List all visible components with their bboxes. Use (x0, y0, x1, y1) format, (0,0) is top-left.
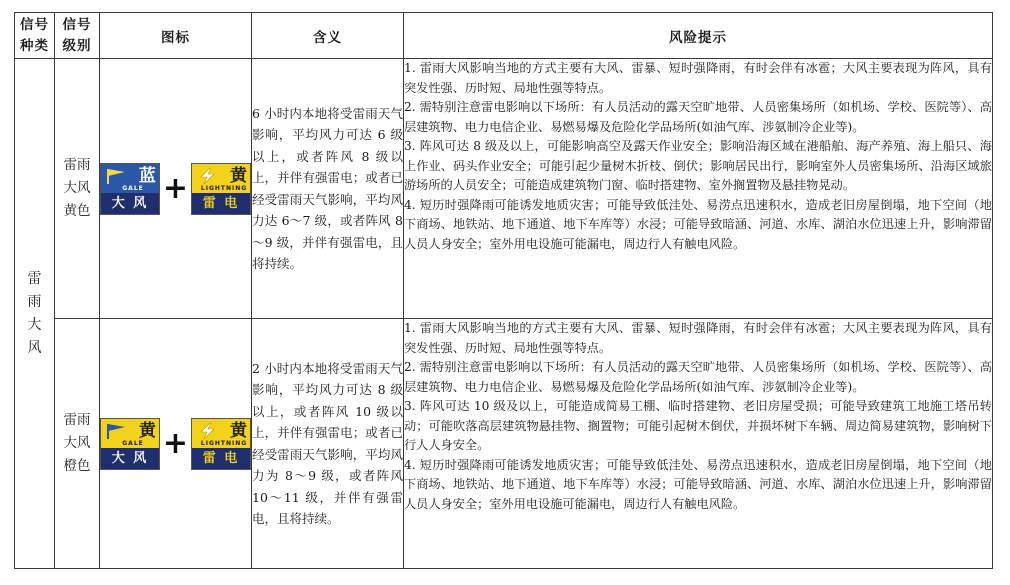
lightning-cn-label: 雷 电 (192, 448, 250, 469)
risk-item: 2. 需特别注意雷电影响以下场所：有人员活动的露天空旷地带、人员密集场所（如机场、学校、医院等）、高层建筑物、电力电信企业、易燃易爆及危险化学品场所(如油气库、涉氨制冷企业等)。 (404, 100, 992, 134)
gale-flag-icon (105, 422, 129, 440)
lightning-signal-yellow (191, 163, 251, 215)
signal-level-cell (55, 59, 100, 319)
risk-item: 4. 短历时强降雨可能诱发地质灾害；可能导致低洼处、易涝点迅速积水，造成老旧房屋倒塌，地下空间（地下商场、地铁站、地下通道、地下车库等）水浸；可能导致暗涵、河道、水库、湖泊水位迅速上升，影响滞留人员人身安全；室外用电设施可能漏电，周边行人有触电风险。 (404, 197, 992, 251)
lightning-signal-yellow (191, 418, 251, 470)
header-level-line-1: 信号 (62, 16, 92, 33)
risk-item: 1. 雷雨大风影响当地的方式主要有大风、雷暴、短时强降雨，有时会伴有冰雹；大风主要表现为阵风，具有突发性强、历时短、局地性强等特点。 (404, 61, 992, 95)
risk-item: 4. 短历时强降雨可能诱发地质灾害；可能导致低洼处、易涝点迅速积水，造成老旧房屋倒塌，地下空间（地下商场、地铁站、地下通道、地下车库等）水浸；可能导致暗涵、河道、水库、湖泊水位迅速上升，影响滞留人员人身安全；室外用电设施可能漏电，周边行人有触电风险。 (404, 457, 992, 511)
signal-kind-char: 雷 (27, 270, 42, 287)
risk-item: 3. 阵风可达 10 级及以上，可能造成简易工棚、临时搭建物、老旧房屋受损；可能导致建筑工地施工塔吊转动；可能吹落高层建筑物悬挂物、搁置物；可能引起树木倒伏，并损坏树下车辆、周边简易建筑物，影响树下行人人身安全。 (404, 399, 992, 452)
level-line: 大风 (63, 435, 91, 451)
header-icon: 图标 (100, 13, 252, 59)
table-row-orange (15, 319, 993, 569)
signal-kind-char: 雨 (27, 293, 42, 310)
meaning-cell: 6 小时内本地将受雷雨天气影响，平均风力可达 6 级以上，或者阵风 8 级以上，并伴有强雷电；或者已经受雷雨天气影响，平均风力达 6～7 级，或者阵风 8～9 级，并伴有强雷电，且将持续。 (252, 59, 404, 319)
gale-en-label: GALE (122, 439, 144, 447)
lightning-cn-label: 雷 电 (192, 193, 250, 214)
risk-item: 1. 雷雨大风影响当地的方式主要有大风、雷暴、短时强降雨，有时会伴有冰雹；大风主要表现为阵风，具有突发性强、历时短、局地性强等特点。 (404, 321, 992, 355)
plus-icon: + (162, 170, 189, 206)
lightning-en-label: LIGHTNING (200, 184, 248, 192)
signal-level-cell (55, 319, 100, 569)
header-kind-line-1: 信号 (20, 16, 49, 33)
lightning-bolt-icon (196, 167, 220, 185)
gale-signal-blue (100, 163, 160, 215)
meaning-cell: 2 小时内本地将受雷雨天气影响，平均风力可达 8 级以上，或者阵风 10 级以上，并伴有强雷电；或者已经受雷雨天气影响，平均风力为 8～9 级，或者阵风 10～11 级，并伴有强雷电，且将持续。 (252, 319, 404, 569)
lightning-level-char: 黄 (229, 420, 247, 441)
gale-flag-icon (105, 167, 129, 185)
signal-kind-cell (15, 59, 55, 569)
lightning-bolt-icon (196, 422, 220, 440)
header-signal-level (55, 13, 100, 59)
gale-level-char: 蓝 (138, 165, 156, 186)
level-line: 大风 (63, 180, 91, 196)
level-line: 橙色 (63, 458, 91, 474)
icon-cell (100, 319, 252, 569)
gale-en-label: GALE (122, 184, 144, 192)
risk-cell (404, 319, 993, 569)
level-line: 雷雨 (63, 157, 91, 173)
header-level-line-2: 级别 (62, 37, 92, 54)
plus-icon: + (162, 425, 189, 461)
gale-signal-yellow (100, 418, 160, 470)
header-signal-kind (15, 13, 55, 59)
signal-kind-char: 风 (27, 339, 42, 356)
level-line: 黄色 (63, 203, 91, 219)
warning-signal-table (14, 12, 993, 569)
table-row-yellow (15, 59, 993, 319)
gale-cn-label: 大 风 (101, 193, 159, 214)
icon-cell (100, 59, 252, 319)
lightning-level-char: 黄 (229, 165, 247, 186)
signal-kind-char: 大 (27, 316, 42, 333)
level-line: 雷雨 (63, 412, 91, 428)
gale-level-char: 黄 (138, 420, 156, 441)
header-meaning: 含义 (252, 13, 404, 59)
gale-cn-label: 大 风 (101, 448, 159, 469)
header-risk: 风险提示 (404, 13, 993, 59)
risk-item: 3. 阵风可达 8 级及以上，可能影响高空及露天作业安全；影响沿海区域在港船舶、海产养殖、海上船只、海上作业、码头作业安全；可能引起少量树木折枝、倒伏；影响居民出行，影响室外人员密集场所、沿海区域旅游场所的人员安全；可能造成建筑物门窗、临时搭建物、室外搁置物及悬挂物晃动。 (404, 139, 992, 192)
risk-cell (404, 59, 993, 319)
header-kind-line-2: 种类 (20, 37, 49, 54)
lightning-en-label: LIGHTNING (200, 439, 248, 447)
risk-item: 2. 需特别注意雷电影响以下场所：有人员活动的露天空旷地带、人员密集场所（如机场、学校、医院等）、高层建筑物、电力电信企业、易燃易爆及危险化学品场所(如油气库、涉氨制冷企业等)。 (404, 360, 992, 394)
